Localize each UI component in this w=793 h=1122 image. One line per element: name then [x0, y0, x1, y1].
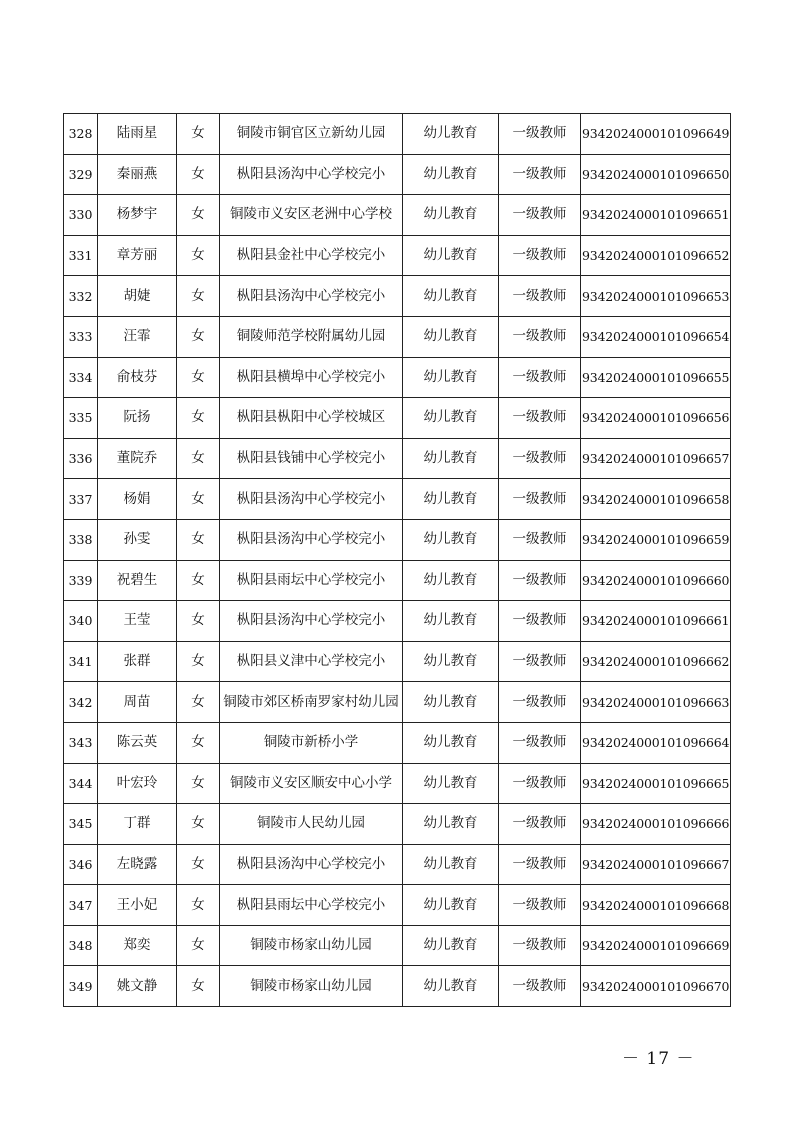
school-name-cell: 枞阳县汤沟中心学校完小 — [220, 154, 403, 195]
subject-cell: 幼儿教育 — [403, 235, 499, 276]
gender-cell: 女 — [177, 276, 220, 317]
row-number-cell: 346 — [64, 844, 98, 885]
subject-cell: 幼儿教育 — [403, 804, 499, 845]
subject-cell: 幼儿教育 — [403, 479, 499, 520]
teacher-name-cell: 张群 — [98, 641, 177, 682]
certificate-number-cell: 9342024000101096649 — [581, 114, 731, 155]
row-number-cell: 337 — [64, 479, 98, 520]
teacher-name-cell: 叶宏玲 — [98, 763, 177, 804]
school-name-cell: 铜陵市郊区桥南罗家村幼儿园 — [220, 682, 403, 723]
gender-cell: 女 — [177, 154, 220, 195]
subject-cell: 幼儿教育 — [403, 641, 499, 682]
teacher-name-cell: 孙雯 — [98, 519, 177, 560]
gender-cell: 女 — [177, 479, 220, 520]
table-row — [64, 844, 731, 885]
table-row — [64, 763, 731, 804]
school-name-cell: 枞阳县汤沟中心学校完小 — [220, 844, 403, 885]
gender-cell: 女 — [177, 235, 220, 276]
subject-cell: 幼儿教育 — [403, 114, 499, 155]
table-row — [64, 438, 731, 479]
row-number-cell: 328 — [64, 114, 98, 155]
professional-title-cell: 一级教师 — [499, 316, 581, 357]
gender-cell: 女 — [177, 925, 220, 966]
school-name-cell: 铜陵市杨家山幼儿园 — [220, 925, 403, 966]
professional-title-cell: 一级教师 — [499, 438, 581, 479]
professional-title-cell: 一级教师 — [499, 641, 581, 682]
subject-cell: 幼儿教育 — [403, 682, 499, 723]
table-row — [64, 398, 731, 439]
row-number-cell: 330 — [64, 195, 98, 236]
professional-title-cell: 一级教师 — [499, 195, 581, 236]
certificate-number-cell: 9342024000101096659 — [581, 519, 731, 560]
subject-cell: 幼儿教育 — [403, 316, 499, 357]
professional-title-cell: 一级教师 — [499, 114, 581, 155]
professional-title-cell: 一级教师 — [499, 479, 581, 520]
gender-cell: 女 — [177, 722, 220, 763]
school-name-cell: 铜陵市杨家山幼儿园 — [220, 966, 403, 1007]
certificate-number-cell: 9342024000101096668 — [581, 885, 731, 926]
professional-title-cell: 一级教师 — [499, 560, 581, 601]
teacher-name-cell: 秦丽燕 — [98, 154, 177, 195]
certificate-number-cell: 9342024000101096653 — [581, 276, 731, 317]
gender-cell: 女 — [177, 966, 220, 1007]
teacher-name-cell: 陆雨星 — [98, 114, 177, 155]
teacher-name-cell: 胡婕 — [98, 276, 177, 317]
school-name-cell: 枞阳县金社中心学校完小 — [220, 235, 403, 276]
teacher-name-cell: 姚文静 — [98, 966, 177, 1007]
table-row — [64, 235, 731, 276]
row-number-cell: 342 — [64, 682, 98, 723]
gender-cell: 女 — [177, 519, 220, 560]
row-number-cell: 344 — [64, 763, 98, 804]
table-row — [64, 114, 731, 155]
certificate-number-cell: 9342024000101096661 — [581, 601, 731, 642]
school-name-cell: 铜陵市义安区老洲中心学校 — [220, 195, 403, 236]
row-number-cell: 343 — [64, 722, 98, 763]
teacher-name-cell: 郑奕 — [98, 925, 177, 966]
gender-cell: 女 — [177, 844, 220, 885]
school-name-cell: 枞阳县枞阳中心学校城区 — [220, 398, 403, 439]
table-row — [64, 804, 731, 845]
professional-title-cell: 一级教师 — [499, 804, 581, 845]
subject-cell: 幼儿教育 — [403, 601, 499, 642]
teacher-name-cell: 王莹 — [98, 601, 177, 642]
subject-cell: 幼儿教育 — [403, 276, 499, 317]
row-number-cell: 338 — [64, 519, 98, 560]
table-row — [64, 154, 731, 195]
certificate-number-cell: 9342024000101096664 — [581, 722, 731, 763]
certificate-number-cell: 9342024000101096656 — [581, 398, 731, 439]
gender-cell: 女 — [177, 804, 220, 845]
table-row — [64, 925, 731, 966]
row-number-cell: 345 — [64, 804, 98, 845]
teacher-name-cell: 俞枝芬 — [98, 357, 177, 398]
table-row — [64, 276, 731, 317]
professional-title-cell: 一级教师 — [499, 844, 581, 885]
row-number-cell: 348 — [64, 925, 98, 966]
teacher-name-cell: 章芳丽 — [98, 235, 177, 276]
professional-title-cell: 一级教师 — [499, 398, 581, 439]
certificate-number-cell: 9342024000101096670 — [581, 966, 731, 1007]
professional-title-cell: 一级教师 — [499, 925, 581, 966]
subject-cell: 幼儿教育 — [403, 763, 499, 804]
professional-title-cell: 一级教师 — [499, 966, 581, 1007]
gender-cell: 女 — [177, 682, 220, 723]
row-number-cell: 333 — [64, 316, 98, 357]
teacher-name-cell: 王小妃 — [98, 885, 177, 926]
professional-title-cell: 一级教师 — [499, 682, 581, 723]
table-row — [64, 885, 731, 926]
row-number-cell: 336 — [64, 438, 98, 479]
certificate-number-cell: 9342024000101096662 — [581, 641, 731, 682]
row-number-cell: 349 — [64, 966, 98, 1007]
school-name-cell: 枞阳县汤沟中心学校完小 — [220, 519, 403, 560]
row-number-cell: 340 — [64, 601, 98, 642]
teacher-name-cell: 阮扬 — [98, 398, 177, 439]
certificate-number-cell: 9342024000101096667 — [581, 844, 731, 885]
professional-title-cell: 一级教师 — [499, 357, 581, 398]
row-number-cell: 339 — [64, 560, 98, 601]
teacher-name-cell: 董院乔 — [98, 438, 177, 479]
professional-title-cell: 一级教师 — [499, 601, 581, 642]
table-row — [64, 316, 731, 357]
gender-cell: 女 — [177, 357, 220, 398]
certificate-number-cell: 9342024000101096669 — [581, 925, 731, 966]
school-name-cell: 枞阳县义津中心学校完小 — [220, 641, 403, 682]
school-name-cell: 枞阳县钱铺中心学校完小 — [220, 438, 403, 479]
certificate-number-cell: 9342024000101096655 — [581, 357, 731, 398]
table-row — [64, 519, 731, 560]
teacher-name-cell: 杨梦宇 — [98, 195, 177, 236]
table-row — [64, 641, 731, 682]
gender-cell: 女 — [177, 195, 220, 236]
certificate-number-cell: 9342024000101096660 — [581, 560, 731, 601]
table-row — [64, 601, 731, 642]
teacher-roster-table — [63, 113, 731, 1007]
teacher-name-cell: 汪霏 — [98, 316, 177, 357]
school-name-cell: 铜陵市新桥小学 — [220, 722, 403, 763]
certificate-number-cell: 9342024000101096658 — [581, 479, 731, 520]
professional-title-cell: 一级教师 — [499, 519, 581, 560]
gender-cell: 女 — [177, 438, 220, 479]
teacher-name-cell: 周苗 — [98, 682, 177, 723]
teacher-name-cell: 丁群 — [98, 804, 177, 845]
teacher-name-cell: 陈云英 — [98, 722, 177, 763]
gender-cell: 女 — [177, 398, 220, 439]
school-name-cell: 枞阳县汤沟中心学校完小 — [220, 276, 403, 317]
professional-title-cell: 一级教师 — [499, 722, 581, 763]
row-number-cell: 332 — [64, 276, 98, 317]
page-number: － 17 － — [622, 1049, 695, 1069]
certificate-number-cell: 9342024000101096652 — [581, 235, 731, 276]
certificate-number-cell: 9342024000101096666 — [581, 804, 731, 845]
school-name-cell: 铜陵市义安区顺安中心小学 — [220, 763, 403, 804]
subject-cell: 幼儿教育 — [403, 195, 499, 236]
gender-cell: 女 — [177, 316, 220, 357]
row-number-cell: 334 — [64, 357, 98, 398]
professional-title-cell: 一级教师 — [499, 235, 581, 276]
school-name-cell: 铜陵市铜官区立新幼儿园 — [220, 114, 403, 155]
table-row — [64, 722, 731, 763]
professional-title-cell: 一级教师 — [499, 885, 581, 926]
subject-cell: 幼儿教育 — [403, 398, 499, 439]
subject-cell: 幼儿教育 — [403, 438, 499, 479]
certificate-number-cell: 9342024000101096665 — [581, 763, 731, 804]
subject-cell: 幼儿教育 — [403, 925, 499, 966]
gender-cell: 女 — [177, 885, 220, 926]
school-name-cell: 枞阳县汤沟中心学校完小 — [220, 601, 403, 642]
row-number-cell: 335 — [64, 398, 98, 439]
subject-cell: 幼儿教育 — [403, 885, 499, 926]
professional-title-cell: 一级教师 — [499, 154, 581, 195]
table-row — [64, 195, 731, 236]
certificate-number-cell: 9342024000101096663 — [581, 682, 731, 723]
gender-cell: 女 — [177, 560, 220, 601]
school-name-cell: 枞阳县雨坛中心学校完小 — [220, 560, 403, 601]
professional-title-cell: 一级教师 — [499, 763, 581, 804]
school-name-cell: 枞阳县雨坛中心学校完小 — [220, 885, 403, 926]
roster-body — [64, 114, 731, 1007]
subject-cell: 幼儿教育 — [403, 357, 499, 398]
school-name-cell: 铜陵市人民幼儿园 — [220, 804, 403, 845]
subject-cell: 幼儿教育 — [403, 519, 499, 560]
row-number-cell: 331 — [64, 235, 98, 276]
gender-cell: 女 — [177, 763, 220, 804]
subject-cell: 幼儿教育 — [403, 560, 499, 601]
row-number-cell: 341 — [64, 641, 98, 682]
teacher-name-cell: 杨娟 — [98, 479, 177, 520]
table-row — [64, 682, 731, 723]
teacher-name-cell: 祝碧生 — [98, 560, 177, 601]
school-name-cell: 枞阳县横埠中心学校完小 — [220, 357, 403, 398]
table-row — [64, 560, 731, 601]
row-number-cell: 329 — [64, 154, 98, 195]
table-row — [64, 357, 731, 398]
subject-cell: 幼儿教育 — [403, 154, 499, 195]
school-name-cell: 枞阳县汤沟中心学校完小 — [220, 479, 403, 520]
subject-cell: 幼儿教育 — [403, 844, 499, 885]
table-row — [64, 479, 731, 520]
school-name-cell: 铜陵师范学校附属幼儿园 — [220, 316, 403, 357]
professional-title-cell: 一级教师 — [499, 276, 581, 317]
subject-cell: 幼儿教育 — [403, 722, 499, 763]
table-row — [64, 966, 731, 1007]
certificate-number-cell: 9342024000101096654 — [581, 316, 731, 357]
teacher-name-cell: 左晓露 — [98, 844, 177, 885]
gender-cell: 女 — [177, 641, 220, 682]
certificate-number-cell: 9342024000101096657 — [581, 438, 731, 479]
gender-cell: 女 — [177, 601, 220, 642]
subject-cell: 幼儿教育 — [403, 966, 499, 1007]
certificate-number-cell: 9342024000101096651 — [581, 195, 731, 236]
row-number-cell: 347 — [64, 885, 98, 926]
gender-cell: 女 — [177, 114, 220, 155]
certificate-number-cell: 9342024000101096650 — [581, 154, 731, 195]
